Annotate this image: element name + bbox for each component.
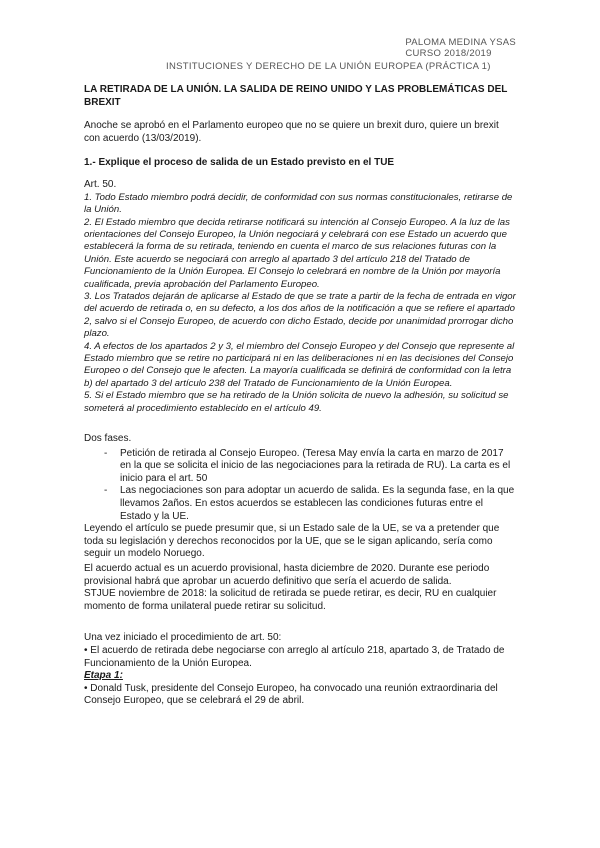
- fases-heading: Dos fases.: [84, 433, 132, 445]
- document-title: LA RETIRADA DE LA UNIÓN. LA SALIDA DE REINO UNIDO Y LAS PROBLEMÁTICAS DEL BREXIT: [84, 84, 508, 108]
- etapa-text: • Donald Tusk, presidente del Consejo Europeo, ha convocado una reunión extraordinaria del Consejo Europeo, que se celebrará el 29 de abril.: [84, 682, 498, 707]
- intro-paragraph: Anoche se aprobó en el Parlamento europeo que no se quiere un brexit duro, quiere un brexit con acuerdo (13/03/2019).: [84, 120, 499, 144]
- article-heading: Art. 50.: [84, 179, 117, 191]
- list-item: - Las negociaciones son para adoptar un acuerdo de salida. Es la segunda fase, en la que llevamos 2años. En estos acuerdos se establecen las condiciones futuras entre el Estado y la UE.: [120, 485, 516, 523]
- article-paragraph: 1. Todo Estado miembro podrá decidir, de conformidad con sus normas constitucionales, retirarse de la Unión.: [84, 191, 513, 216]
- article-paragraph: 4. A efectos de los apartados 2 y 3, el miembro del Consejo Europeo y del Consejo que represente al Estado miembro que se retire no participará ni en las deliberaciones ni en las decisiones del Consejo Europeo o del Consejo que le afecten. La mayoría cualificada se definirá de conformidad con la letra b) del apartado 3 del artículo 238 del Tratado de Funcionamiento de la Unión Europea.: [84, 340, 515, 389]
- question-heading: 1.- Explique el proceso de salida de un Estado previsto en el TUE: [84, 157, 395, 169]
- author-name: PALOMA MEDINA YSAS: [405, 37, 516, 48]
- article-paragraph: 3. Los Tratados dejarán de aplicarse al Estado de que se trate a partir de la fecha de entrada en vigor del acuerdo de retirada o, en su defecto, a los dos años de la notificación a que se refiere el apartado 2, salvo si el Consejo Europeo, de acuerdo con dicho Estado, decide por unanimidad prorrogar dicho plazo.: [84, 291, 516, 340]
- fases-list: [84, 448, 516, 524]
- etapa-label: Etapa 1:: [84, 670, 123, 682]
- list-item: - Petición de retirada al Consejo Europeo. (Teresa May envía la carta en marzo de 2017 en la que se solicita el inicio de las negociaciones para la retirada de RU). La carta es el inicio para el art. 50: [120, 448, 516, 486]
- body-paragraph: El acuerdo actual es un acuerdo provisional, hasta diciembre de 2020. Durante ese periodo provisional habrá que aprobar un acuerdo definitivo que sería el acuerdo de salida.: [84, 563, 490, 587]
- article-paragraph: 5. Si el Estado miembro que se ha retirado de la Unión solicita de nuevo la adhesión, su solicitud se someterá al procedimiento establecido en el artículo 49.: [84, 390, 509, 414]
- document-header-author-block: [405, 37, 516, 59]
- subject-header: INSTITUCIONES Y DERECHO DE LA UNIÓN EUROPEA (PRÁCTICA 1): [166, 61, 491, 72]
- document-body: [84, 83, 516, 708]
- procedure-heading: Una vez iniciado el procedimiento de art. 50:: [84, 632, 282, 644]
- article-paragraph: 2. El Estado miembro que decida retirarse notificará su intención al Consejo Europeo. A la luz de las orientaciones del Consejo Europeo, la Unión negociará y celebrará con ese Estado un acuerdo que establecerá la forma de su retirada, teniendo en cuenta el marco de sus relaciones futuras con la Unión. Este acuerdo se negociará con arreglo al apartado 3 del artículo 218 del Tratado de Funcionamiento de la Unión Europea. El Consejo lo celebrará en nombre de la Unión por mayoría cualificada, previa aprobación del Parlamento Europeo.: [84, 216, 510, 290]
- procedure-bullet: • El acuerdo de retirada debe negociarse con arreglo al artículo 218, apartado 3, de Tratado de Funcionamiento de la Unión Europea.: [84, 645, 505, 669]
- body-paragraph: Leyendo el artículo se puede presumir que, si un Estado sale de la UE, se va a pretender que toda su legislación y derechos reconocidos por la UE, que se le sigan aplicando, sería como seguir un modelo Noruego.: [84, 523, 500, 560]
- body-paragraph: STJUE noviembre de 2018: la solicitud de retirada se puede retirar, es decir, RU en cualquier momento de forma unilateral puede retirar su solicitud.: [84, 588, 497, 612]
- course-year: CURSO 2018/2019: [405, 48, 492, 59]
